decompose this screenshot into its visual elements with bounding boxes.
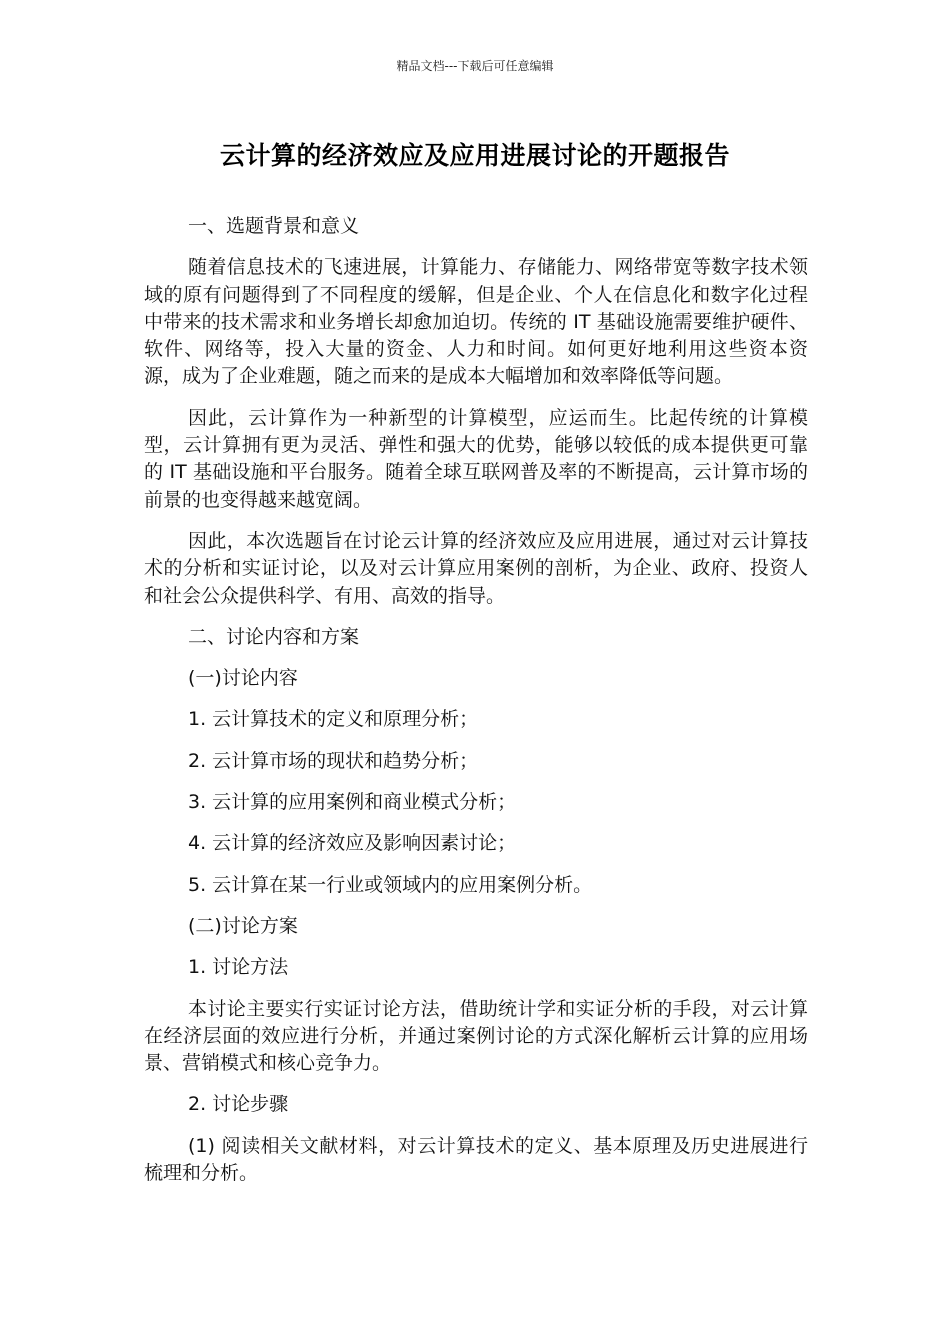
subheading-plan: (二)讨论方案 bbox=[188, 914, 298, 937]
list-item: 1. 云计算技术的定义和原理分析； bbox=[188, 708, 479, 731]
section-heading-content-plan: 二、讨论内容和方案 bbox=[188, 625, 360, 648]
list-item: 3. 云计算的应用案例和商业模式分析； bbox=[188, 791, 517, 814]
paragraph-background-3: 因此，本次选题旨在讨论云计算的经济效应及应用进展，通过对云计算技术的分析和实证讨论，以及对云计算应用案例的剖析，为企业、政府、投资人和社会公众提供科学、有用、高效的指导。 bbox=[144, 529, 808, 607]
list-item: 5. 云计算在某一行业或领域内的应用案例分析。 bbox=[188, 873, 593, 896]
subheading-method: 1. 讨论方法 bbox=[188, 956, 289, 979]
header-note: 精品文档---下载后可任意编辑 bbox=[396, 59, 554, 73]
list-item: 2. 云计算市场的现状和趋势分析； bbox=[188, 749, 479, 772]
paragraph-step-1: (1) 阅读相关文献材料，对云计算技术的定义、基本原理及历史进展进行梳理和分析。 bbox=[144, 1134, 808, 1185]
subheading-content: (一)讨论内容 bbox=[188, 667, 298, 690]
document-title: 云计算的经济效应及应用进展讨论的开题报告 bbox=[219, 141, 730, 170]
paragraph-method: 本讨论主要实行实证讨论方法，借助统计学和实证分析的手段，对云计算在经济层面的效应进行分析，并通过案例讨论的方式深化解析云计算的应用场景、营销模式和核心竞争力。 bbox=[144, 997, 808, 1075]
list-item: 4. 云计算的经济效应及影响因素讨论； bbox=[188, 832, 517, 855]
paragraph-background-2: 因此，云计算作为一种新型的计算模型，应运而生。比起传统的计算模型，云计算拥有更为灵活、弹性和强大的优势，能够以较低的成本提供更可靠的 IT 基础设施和平台服务。随着全球互联网普及率的不断提高，云计算市场的前景的也变得越来越宽阔。 bbox=[144, 406, 808, 511]
section-heading-background: 一、选题背景和意义 bbox=[188, 215, 360, 237]
subheading-steps: 2. 讨论步骤 bbox=[188, 1093, 289, 1116]
paragraph-background-1: 随着信息技术的飞速进展，计算能力、存储能力、网络带宽等数字技术领域的原有问题得到了不同程度的缓解，但是企业、个人在信息化和数字化过程中带来的技术需求和业务增长却愈加迫切。传统的 IT 基础设施需要维护硬件、软件、网络等，投入大量的资金、人力和时间。如何更好地利用这些资本资源，成为了企业难题，随之而来的是成本大幅增加和效率降低等问题。 bbox=[144, 256, 808, 388]
document-body bbox=[144, 213, 808, 1201]
